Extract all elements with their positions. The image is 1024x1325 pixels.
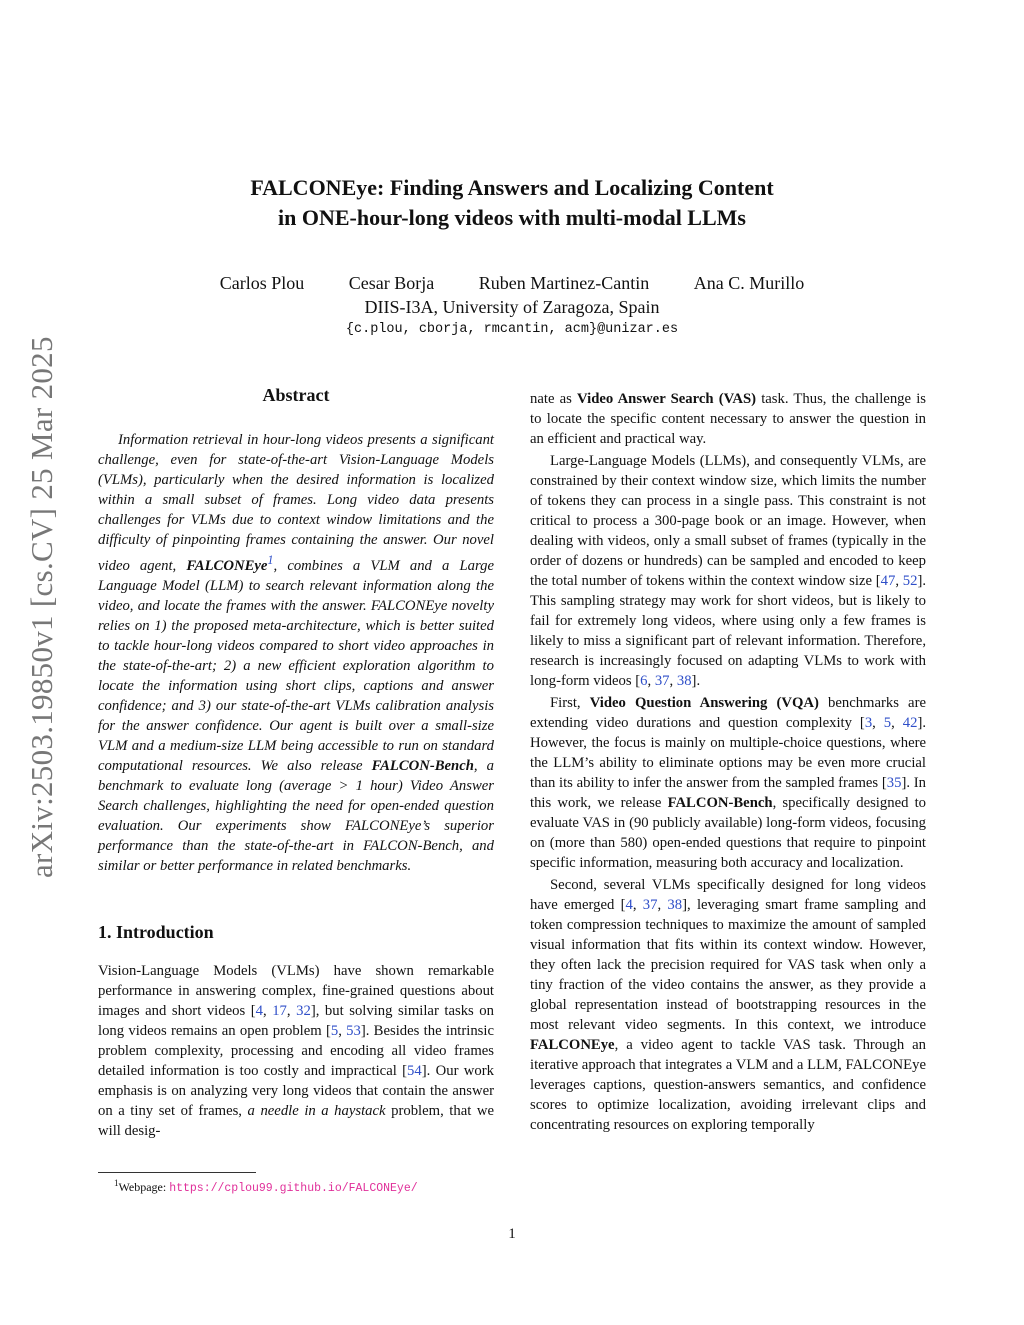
abstract-text: Information retrieval in hour-long videos presents a significant challenge, even for state-of-the-art Vision-Language Models (VLMs), particularly when the desired information is localized within a small subset of frames. Long video data presents challenges for VLMs due to context window limitations and the difficulty of pinpointing frames containing the answer. Our novel video agent, FALCONEye$^1$, combines a VLM and a Large Language Model (LLM) to search relevant information along the video, and locate the frames with the answer. FALCONEye novelty relies on 1) the proposed meta-architecture, which is better suited to tackle hour-long videos compared to short video approaches in the state-of-the-art; 2) a new efficient exploration algorithm to locate the information using short clips, captions and answer confidence; and 3) our state-of-the-art VLMs calibration analysis for the answer confidence. Our agent is built over a small-size VLM and a medium-size LLM being accessible to run on standard computational resources. We also release FALCON-Bench, a benchmark to evaluate long (average > 1 hour) Video Answer Search challenges, highlighting the need for open-ended question evaluation. Our experiments show FALCONEye’s superior performance than the state-of-the-art in FALCON-Bench, and similar or better performance in related benchmarks. [98, 432, 494, 874]
citation-link[interactable]: 3 [864, 715, 873, 731]
webpage-link[interactable]: https://cplou99.github.io/FALCONEye/ [169, 1182, 418, 1195]
citation-link[interactable]: 6 [640, 673, 648, 689]
intro-paragraph-1-cont: nate as Video Answer Search (VAS) task. Thus, the challenge is to locate the specific content necessary to answer the question in an efficient and practical way. [530, 391, 926, 447]
page-number: 1 [508, 1226, 516, 1242]
citation-link[interactable]: 5 [330, 1022, 339, 1039]
footnote-number: 1 [114, 1178, 119, 1188]
footnote-rule [98, 1172, 256, 1173]
citation-link[interactable]: 32 [296, 1002, 311, 1019]
right-column [530, 389, 926, 1137]
introduction-heading: 1. Introduction [98, 921, 214, 942]
citation-link[interactable]: 47 [880, 573, 896, 589]
abstract-heading: Abstract [262, 385, 330, 405]
citation-link[interactable]: 35 [886, 775, 902, 791]
intro-paragraph-4: Second, several VLMs specifically designed for long videos have emerged [4, 37, 38], leveraging smart frame sampling and token compression techniques to maximize the amount of sampled visual information that fits within its context window. However, they often lack the precision required for VAS task when only a tiny fraction of the video contains the answer, as they provide a global representation instead of bootstrapping resources in the most relevant video segments. In this context, we introduce FALCONEye, a video agent to tackle VAS task. Through an iterative approach that integrates a VLM and a LLM, FALCONEye leverages captions, question-answers semantics, and confidence scores to optimize localization, avoiding irrelevant clips and concentrating resources on exploring temporally [530, 877, 926, 1133]
intro-paragraph-2: Large-Language Models (LLMs), and consequently VLMs, are constrained by their context window size, which limits the number of tokens they can process in a single pass. This constraint is not critical to process a 300-page book or an image. However, when dealing with videos, only a small subset of frames (typically in the order of dozens or hundreds) can be sampled and encoded to keep the total number of tokens within the context window size [47, 52]. This sampling strategy may work for short videos, but is likely to fail for extremely long videos, where using only a few frames is likely to miss a significant part of relevant information. Therefore, research is increasingly focused on adapting VLMs to work with long-form videos [6, 37, 38]. [530, 453, 927, 689]
citation-link[interactable]: 4 [625, 897, 633, 913]
author-3: Ruben Martinez-Cantin [478, 273, 650, 293]
citation-link[interactable]: 37 [642, 897, 658, 913]
citation-link[interactable]: 38 [676, 673, 692, 689]
author-4: Ana C. Murillo [693, 273, 805, 293]
left-column [98, 385, 494, 1141]
author-list [0, 272, 1024, 294]
title-line-2: in ONE-hour-long videos with multi-modal LLMs [278, 205, 746, 230]
intro-paragraph-3: First, Video Question Answering (VQA) benchmarks are extending video durations and question complexity [3, 5, 42]. However, the focus is mainly on multiple-choice questions, where the LLM’s ability to eliminate options may be even more crucial than its ability to infer the answer from the sampled frames [35]. In this work, we release FALCON-Bench, specifically designed to evaluate VAS in (90 publicly available) long-form videos, focusing on (more than 580) open-ended questions that require to pinpoint specific information, measuring both accuracy and localization. [530, 695, 927, 871]
citation-link[interactable]: 4 [255, 1002, 263, 1019]
paper-title [0, 173, 1024, 233]
vqa-term: Video Question Answering (VQA) [589, 695, 819, 711]
citation-link[interactable]: 38 [667, 897, 683, 913]
arxiv-identifier: arXiv:2503.19850v1 [cs.CV] 25 Mar 2025 [24, 336, 59, 878]
citation-link[interactable]: 37 [654, 673, 670, 689]
vas-term: Video Answer Search (VAS) [577, 391, 757, 407]
citation-link[interactable]: 53 [346, 1022, 361, 1039]
citation-link[interactable]: 42 [902, 715, 918, 731]
falconeye-name: FALCONEye [186, 557, 268, 574]
author-2: Cesar Borja [348, 273, 435, 293]
falconeye-name: FALCONEye [530, 1037, 615, 1053]
needle-phrase: a needle in a haystack [247, 1102, 386, 1119]
intro-paragraph-1: Vision-Language Models (VLMs) have shown remarkable performance in answering complex, fine-grained questions about images and short videos [4, 17, 32], but solving similar tasks on long videos remains an open problem [5, 53]. Besides the intrinsic problem complexity, processing and encoding all video frames detailed information is too costly and impractical [54]. Our work emphasis is on analyzing very long videos that contain the answer on a tiny set of frames, a needle in a haystack problem, that we will desig- [98, 962, 495, 1139]
footnote-marker[interactable]: 1 [267, 553, 274, 567]
author-emails: {c.plou, cborja, rmcantin, acm}@unizar.es [345, 322, 679, 337]
citation-link[interactable]: 54 [407, 1062, 422, 1079]
falcon-bench-name: FALCON-Bench [667, 795, 773, 811]
citation-link[interactable]: 17 [272, 1002, 287, 1019]
falcon-bench-name: FALCON-Bench [371, 757, 474, 774]
footnote-label: Webpage: [118, 1180, 170, 1194]
citation-link[interactable]: 5 [883, 715, 892, 731]
affiliation: DIIS-I3A, University of Zaragoza, Spain [364, 297, 660, 317]
footnote [114, 1178, 418, 1195]
citation-link[interactable]: 52 [902, 573, 918, 589]
author-1: Carlos Plou [219, 273, 305, 293]
title-line-1: FALCONEye: Finding Answers and Localizing Content [250, 175, 774, 200]
